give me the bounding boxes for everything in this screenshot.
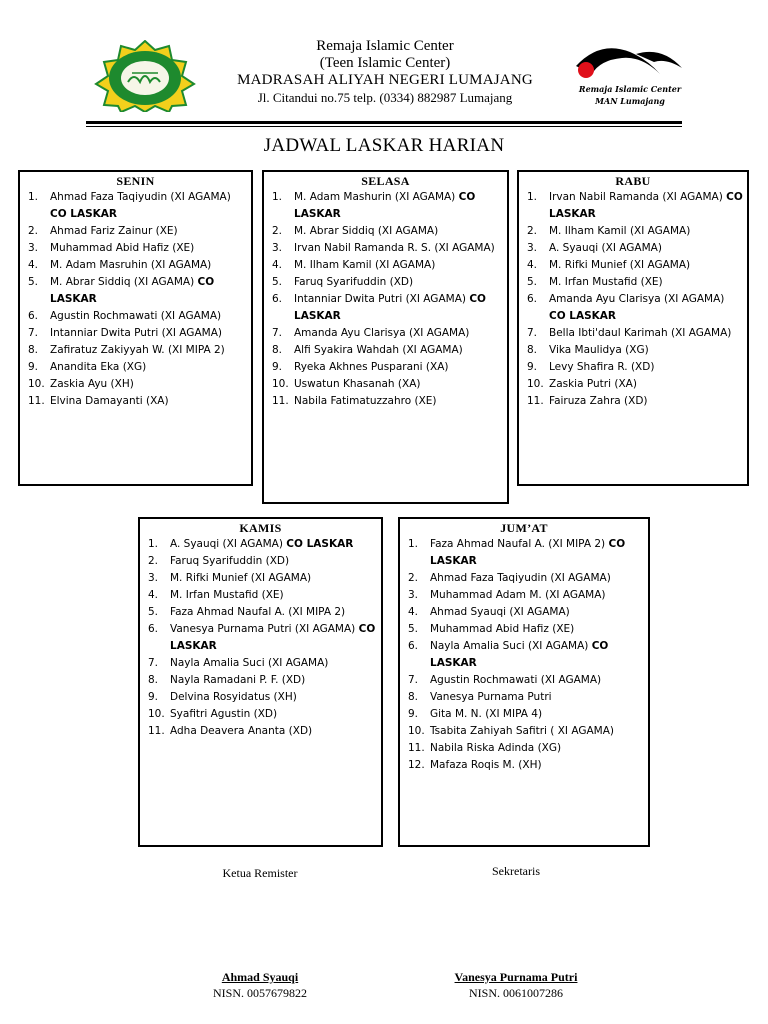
list-item — [140, 536, 381, 553]
list-item — [519, 342, 747, 359]
list-item-number: 11. — [272, 395, 289, 407]
signature-role-secretary: Sekretaris — [492, 864, 540, 878]
list-item — [400, 638, 648, 672]
list-item-number: 4. — [28, 259, 39, 271]
signature-role-chairman: Ketua Remister — [222, 866, 298, 880]
day-heading: RABU — [615, 174, 651, 188]
list-item-number: 11. — [527, 395, 544, 407]
header-rule-thick — [86, 121, 682, 124]
day-box-senin — [18, 170, 253, 486]
signature-name-secretary: Vanesya Purnama Putri — [454, 970, 578, 984]
co-laskar-label: CO LASKAR — [430, 538, 626, 567]
list-item-number: 2. — [148, 555, 159, 567]
member-name: Nabila Fatimatuzzahro (XE) — [294, 395, 437, 407]
list-item-number: 6. — [408, 640, 419, 652]
list-item-number: 10. — [148, 708, 165, 720]
list-item — [519, 274, 747, 291]
list-item-number: 11. — [148, 725, 165, 737]
list-item — [264, 274, 507, 291]
list-item-number: 5. — [148, 606, 159, 618]
list-item-number: 10. — [272, 378, 289, 390]
list-item — [20, 393, 251, 410]
member-name: Nayla Amalia Suci (XI AGAMA) — [170, 657, 329, 669]
list-item — [20, 325, 251, 342]
member-name: M. Adam Mashurin (XI AGAMA) — [294, 191, 456, 203]
list-item-number: 11. — [408, 742, 425, 754]
member-name: Zafiratuz Zakiyyah W. (XI MIPA 2) — [50, 344, 225, 356]
list-item — [20, 308, 251, 325]
co-laskar-label: CO LASKAR — [430, 640, 609, 669]
member-name: Faza Ahmad Naufal A. (XI MIPA 2) — [430, 538, 606, 550]
member-name: M. Ilham Kamil (XI AGAMA) — [294, 259, 436, 271]
list-item-number: 8. — [148, 674, 159, 686]
member-name: Zaskia Ayu (XH) — [50, 378, 134, 390]
list-item-number: 3. — [28, 242, 39, 254]
member-list — [264, 189, 507, 410]
list-item — [20, 189, 251, 223]
list-item — [264, 240, 507, 257]
list-item-number: 4. — [408, 606, 419, 618]
list-item — [140, 553, 381, 570]
member-name: Faruq Syarifuddin (XD) — [294, 276, 414, 288]
member-name: Elvina Damayanti (XA) — [50, 395, 169, 407]
member-name: Fairuza Zahra (XD) — [549, 395, 648, 407]
day-heading: SELASA — [361, 174, 410, 188]
member-list — [20, 189, 251, 410]
list-item — [400, 706, 648, 723]
list-item-number: 8. — [408, 691, 419, 703]
letterhead-text — [200, 38, 570, 106]
letterhead — [0, 0, 768, 135]
list-item — [519, 376, 747, 393]
co-laskar-label: CO LASKAR — [50, 208, 118, 220]
member-name: Ryeka Akhnes Pusparani (XA) — [294, 361, 449, 373]
list-item — [140, 621, 381, 655]
list-item-number: 10. — [408, 725, 425, 737]
list-item — [20, 274, 251, 308]
member-name: Nayla Amalia Suci (XI AGAMA) — [430, 640, 589, 652]
list-item — [140, 604, 381, 621]
madrasah-logo-icon — [90, 40, 200, 112]
list-item — [400, 757, 648, 774]
list-item-number: 4. — [527, 259, 538, 271]
member-name: Intanniar Dwita Putri (XI AGAMA) — [294, 293, 466, 305]
list-item — [264, 257, 507, 274]
member-name: Muhammad Abid Hafiz (XE) — [430, 623, 575, 635]
co-laskar-label: CO LASKAR — [286, 538, 354, 550]
member-name: Gita M. N. (XI MIPA 4) — [430, 708, 543, 720]
member-name: Mafaza Roqis M. (XH) — [430, 759, 542, 771]
member-name: M. Irfan Mustafid (XE) — [170, 589, 284, 601]
list-item-number: 2. — [527, 225, 538, 237]
list-item — [264, 376, 507, 393]
list-item-number: 2. — [28, 225, 39, 237]
member-name: Vika Maulidya (XG) — [549, 344, 649, 356]
list-item-number: 6. — [527, 293, 538, 305]
member-name: Irvan Nabil Ramanda R. S. (XI AGAMA) — [294, 242, 495, 254]
signature-nisn-chairman: NISN. 0057679822 — [212, 986, 307, 1000]
signature-name-chairman: Ahmad Syauqi — [221, 970, 299, 984]
list-item-number: 8. — [272, 344, 283, 356]
member-name: Agustin Rochmawati (XI AGAMA) — [50, 310, 222, 322]
list-item-number: 5. — [527, 276, 538, 288]
member-name: M. Rifki Munief (XI AGAMA) — [549, 259, 691, 271]
list-item — [20, 342, 251, 359]
list-item — [140, 723, 381, 740]
member-name: M. Abrar Siddiq (XI AGAMA) — [294, 225, 439, 237]
day-box-rabu — [517, 170, 749, 486]
list-item — [140, 706, 381, 723]
list-item-number: 3. — [408, 589, 419, 601]
list-item — [400, 604, 648, 621]
member-name: Syafitri Agustin (XD) — [170, 708, 278, 720]
member-name: A. Syauqi (XI AGAMA) — [170, 538, 283, 550]
member-name: Irvan Nabil Ramanda (XI AGAMA) — [549, 191, 723, 203]
list-item — [264, 291, 507, 325]
member-name: Levy Shafira R. (XD) — [549, 361, 655, 373]
list-item-number: 9. — [28, 361, 39, 373]
member-name: Faza Ahmad Naufal A. (XI MIPA 2) — [170, 606, 346, 618]
list-item-number: 2. — [272, 225, 283, 237]
list-item — [140, 570, 381, 587]
list-item-number: 1. — [28, 191, 39, 203]
member-list — [519, 189, 747, 410]
member-name: Delvina Rosyidatus (XH) — [170, 691, 297, 703]
list-item — [519, 223, 747, 240]
list-item-number: 10. — [527, 378, 544, 390]
list-item-number: 6. — [272, 293, 283, 305]
member-name: Ahmad Syauqi (XI AGAMA) — [430, 606, 570, 618]
list-item-number: 7. — [408, 674, 419, 686]
list-item — [519, 240, 747, 257]
member-name: Vanesya Purnama Putri — [430, 691, 552, 703]
member-name: Amanda Ayu Clarisya (XI AGAMA) — [294, 327, 470, 339]
list-item — [20, 376, 251, 393]
org-name: Remaja Islamic Center — [316, 38, 454, 54]
member-name: M. Abrar Siddiq (XI AGAMA) — [50, 276, 195, 288]
day-heading: SENIN — [116, 174, 155, 188]
list-item — [264, 223, 507, 240]
list-item — [20, 240, 251, 257]
list-item — [400, 689, 648, 706]
member-name: Anandita Eka (XG) — [50, 361, 147, 373]
member-name: Vanesya Purnama Putri (XI AGAMA) — [170, 623, 356, 635]
member-list — [400, 536, 648, 774]
list-item — [519, 325, 747, 342]
list-item — [264, 393, 507, 410]
list-item — [400, 672, 648, 689]
list-item — [519, 359, 747, 376]
member-name: Adha Deavera Ananta (XD) — [170, 725, 313, 737]
header-rule-thin — [86, 126, 682, 127]
day-box-kamis — [138, 517, 383, 847]
list-item — [264, 359, 507, 376]
signature-nisn-secretary: NISN. 0061007286 — [468, 986, 563, 1000]
list-item-number: 9. — [148, 691, 159, 703]
list-item-number: 3. — [148, 572, 159, 584]
list-item-number: 1. — [148, 538, 159, 550]
list-item-number: 4. — [272, 259, 283, 271]
member-name: Intanniar Dwita Putri (XI AGAMA) — [50, 327, 222, 339]
member-name: M. Rifki Munief (XI AGAMA) — [170, 572, 312, 584]
list-item-number: 2. — [408, 572, 419, 584]
list-item — [264, 325, 507, 342]
ric-logo-icon — [570, 44, 690, 112]
list-item — [400, 587, 648, 604]
member-name: Muhammad Abid Hafiz (XE) — [50, 242, 195, 254]
page-title: JADWAL LASKAR HARIAN — [263, 135, 505, 156]
list-item — [519, 257, 747, 274]
list-item — [140, 655, 381, 672]
list-item-number: 1. — [527, 191, 538, 203]
member-name: M. Ilham Kamil (XI AGAMA) — [549, 225, 691, 237]
list-item-number: 10. — [28, 378, 45, 390]
member-name: M. Irfan Mustafid (XE) — [549, 276, 663, 288]
list-item — [519, 393, 747, 410]
list-item — [140, 689, 381, 706]
list-item-number: 5. — [28, 276, 39, 288]
member-name: Ahmad Faza Taqiyudin (XI AGAMA) — [50, 191, 231, 203]
ric-logo-text-1: Remaja Islamic Center — [578, 84, 682, 94]
member-name: Muhammad Adam M. (XI AGAMA) — [430, 589, 606, 601]
list-item-number: 4. — [148, 589, 159, 601]
list-item — [400, 740, 648, 757]
list-item-number: 7. — [527, 327, 538, 339]
member-name: Zaskia Putri (XA) — [549, 378, 637, 390]
co-laskar-label: CO LASKAR — [549, 310, 617, 322]
member-name: Tsabita Zahiyah Safitri ( XI AGAMA) — [430, 725, 615, 737]
list-item — [20, 223, 251, 240]
list-item-number: 8. — [527, 344, 538, 356]
list-item-number: 8. — [28, 344, 39, 356]
list-item-number: 11. — [28, 395, 45, 407]
list-item-number: 6. — [28, 310, 39, 322]
co-laskar-label: CO LASKAR — [50, 276, 215, 305]
member-name: M. Adam Masruhin (XI AGAMA) — [50, 259, 212, 271]
list-item-number: 7. — [148, 657, 159, 669]
list-item-number: 3. — [272, 242, 283, 254]
day-box-jumat — [398, 517, 650, 847]
school-address: Jl. Citandui no.75 telp. (0334) 882987 Lumajang — [257, 90, 513, 105]
school-name: MADRASAH ALIYAH NEGERI LUMAJANG — [237, 72, 533, 88]
list-item — [20, 359, 251, 376]
member-name: Alfi Syakira Wahdah (XI AGAMA) — [294, 344, 463, 356]
member-name: Ahmad Faza Taqiyudin (XI AGAMA) — [430, 572, 611, 584]
co-laskar-label: CO LASKAR — [170, 623, 376, 652]
member-name: Nayla Ramadani P. F. (XD) — [170, 674, 306, 686]
list-item-number: 1. — [272, 191, 283, 203]
member-name: Nabila Riska Adinda (XG) — [430, 742, 562, 754]
list-item-number: 9. — [527, 361, 538, 373]
member-name: Bella Ibti'daul Karimah (XI AGAMA) — [549, 327, 732, 339]
day-box-selasa — [262, 170, 509, 504]
list-item — [400, 723, 648, 740]
list-item — [519, 189, 747, 223]
co-laskar-label: CO LASKAR — [294, 191, 476, 220]
member-name: Ahmad Fariz Zainur (XE) — [50, 225, 178, 237]
list-item-number: 1. — [408, 538, 419, 550]
list-item-number: 12. — [408, 759, 425, 771]
day-heading: KAMIS — [239, 521, 282, 535]
list-item-number: 9. — [272, 361, 283, 373]
member-name: Faruq Syarifuddin (XD) — [170, 555, 290, 567]
list-item — [400, 621, 648, 638]
member-name: Agustin Rochmawati (XI AGAMA) — [430, 674, 602, 686]
list-item — [264, 342, 507, 359]
list-item-number: 3. — [527, 242, 538, 254]
ric-logo-text-2: MAN Lumajang — [595, 96, 665, 106]
member-name: Amanda Ayu Clarisya (XI AGAMA) — [549, 293, 725, 305]
list-item-number: 9. — [408, 708, 419, 720]
list-item-number: 7. — [272, 327, 283, 339]
day-heading: JUM’AT — [500, 521, 548, 535]
member-name: Uswatun Khasanah (XA) — [294, 378, 421, 390]
org-subtitle: (Teen Islamic Center) — [319, 55, 451, 71]
list-item-number: 5. — [272, 276, 283, 288]
list-item — [519, 291, 747, 325]
list-item — [400, 570, 648, 587]
list-item — [264, 189, 507, 223]
co-laskar-label: CO LASKAR — [294, 293, 486, 322]
list-item-number: 5. — [408, 623, 419, 635]
co-laskar-label: CO LASKAR — [549, 191, 743, 220]
list-item — [20, 257, 251, 274]
list-item — [140, 587, 381, 604]
member-name: A. Syauqi (XI AGAMA) — [549, 242, 662, 254]
list-item — [400, 536, 648, 570]
list-item-number: 7. — [28, 327, 39, 339]
list-item-number: 6. — [148, 623, 159, 635]
list-item — [140, 672, 381, 689]
member-list — [140, 536, 381, 740]
